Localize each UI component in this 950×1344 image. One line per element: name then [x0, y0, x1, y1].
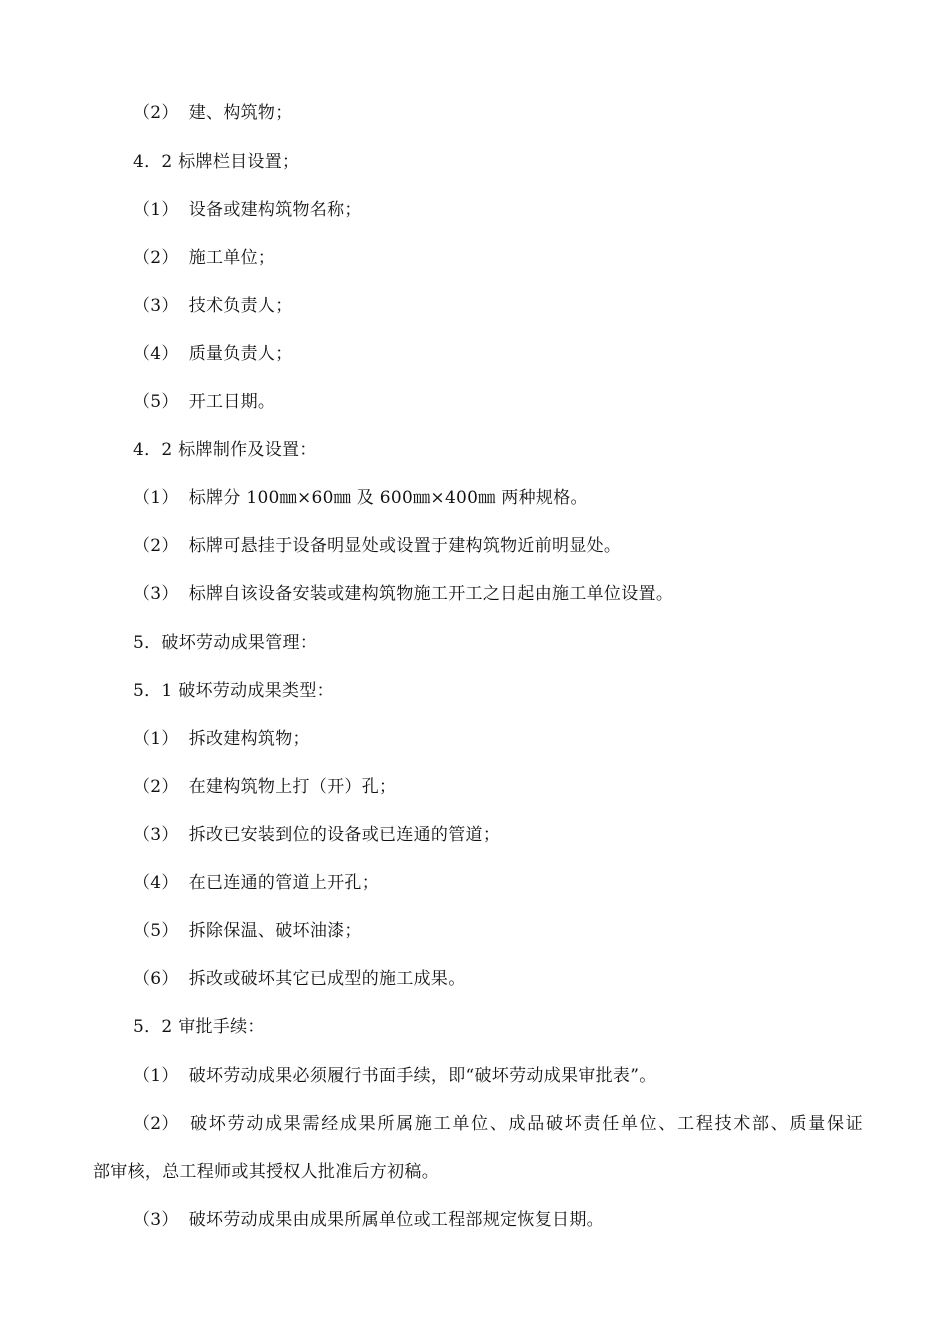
paragraph-line: [93, 1161, 439, 1183]
item-text: 标牌可悬挂于设备明显处或设置于建构筑物近前明显处。: [188, 536, 622, 556]
list-item: [133, 487, 588, 509]
section-heading: [133, 680, 334, 702]
item-text: 破坏劳动成果必须履行书面手续，即“破坏劳动成果审批表”。: [188, 1066, 657, 1086]
item-number: （2）: [133, 536, 179, 556]
item-number: （1）: [133, 200, 179, 220]
item-number: （4）: [133, 344, 179, 364]
item-text: 在建构筑物上打（开）孔；: [188, 777, 397, 797]
section-heading: [133, 1016, 265, 1038]
item-text: 开工日期。: [188, 392, 276, 412]
list-item: [133, 391, 275, 413]
list-item: [133, 102, 293, 124]
item-text: 施工单位；: [188, 248, 276, 268]
list-item: [133, 728, 310, 750]
item-text: 拆改已安装到位的设备或已连通的管道；: [188, 825, 501, 845]
list-item: [133, 1209, 604, 1231]
heading-text: 5．2 审批手续：: [133, 1017, 265, 1037]
list-item: [133, 535, 621, 557]
item-number: （3）: [133, 825, 179, 845]
item-number: （6）: [133, 969, 179, 989]
item-text: 拆改建构筑物；: [188, 729, 310, 749]
list-item: [133, 920, 362, 942]
item-number: （5）: [133, 921, 179, 941]
item-number: （4）: [133, 873, 179, 893]
item-text: 拆除保温、破坏油漆；: [188, 921, 362, 941]
list-item: [133, 583, 673, 605]
item-text: 质量负责人；: [188, 344, 293, 364]
item-text: 设备或建构筑物名称；: [188, 200, 362, 220]
item-number: （2）: [133, 248, 179, 268]
list-item: [133, 824, 500, 846]
item-text: 部审核，总工程师或其授权人批准后方初稿。: [93, 1162, 439, 1182]
section-heading: [133, 439, 317, 461]
list-item: [133, 872, 379, 894]
item-text: 技术负责人；: [188, 296, 293, 316]
item-text: 破坏劳动成果需经成果所属施工单位、成品破坏责任单位、工程技术部、质量保证: [188, 1114, 863, 1134]
item-number: （5）: [133, 392, 179, 412]
list-item: [133, 295, 293, 317]
item-number: （3）: [133, 584, 179, 604]
heading-text: 5．破坏劳动成果管理：: [133, 633, 318, 653]
section-heading: [133, 632, 317, 654]
item-text: 标牌自该设备安装或建构筑物施工开工之日起由施工单位设置。: [188, 584, 674, 604]
item-text: 在已连通的管道上开孔；: [188, 873, 380, 893]
list-item: [133, 247, 275, 269]
item-text: 破坏劳动成果由成果所属单位或工程部规定恢复日期。: [188, 1210, 604, 1230]
list-item: [133, 968, 466, 990]
item-number: （1）: [133, 488, 179, 508]
heading-text: 4．2 标牌栏目设置；: [133, 152, 300, 172]
item-number: （1）: [133, 729, 179, 749]
list-item: [133, 199, 362, 221]
item-text: 标牌分 100㎜×60㎜ 及 600㎜×400㎜ 两种规格。: [188, 488, 588, 508]
heading-text: 4．2 标牌制作及设置：: [133, 440, 317, 460]
list-item: [133, 1065, 657, 1087]
item-number: （2）: [133, 777, 179, 797]
item-number: （2）: [133, 103, 179, 123]
paragraph-line: [133, 1113, 863, 1135]
heading-text: 5．1 破坏劳动成果类型：: [133, 681, 334, 701]
list-item: [133, 343, 293, 365]
item-number: （2）: [133, 1114, 179, 1134]
section-heading: [133, 151, 299, 173]
item-number: （1）: [133, 1066, 179, 1086]
item-number: （3）: [133, 296, 179, 316]
list-item: [133, 776, 396, 798]
item-number: （3）: [133, 1210, 179, 1230]
item-text: 建、构筑物；: [188, 103, 293, 123]
item-text: 拆改或破坏其它已成型的施工成果。: [188, 969, 466, 989]
